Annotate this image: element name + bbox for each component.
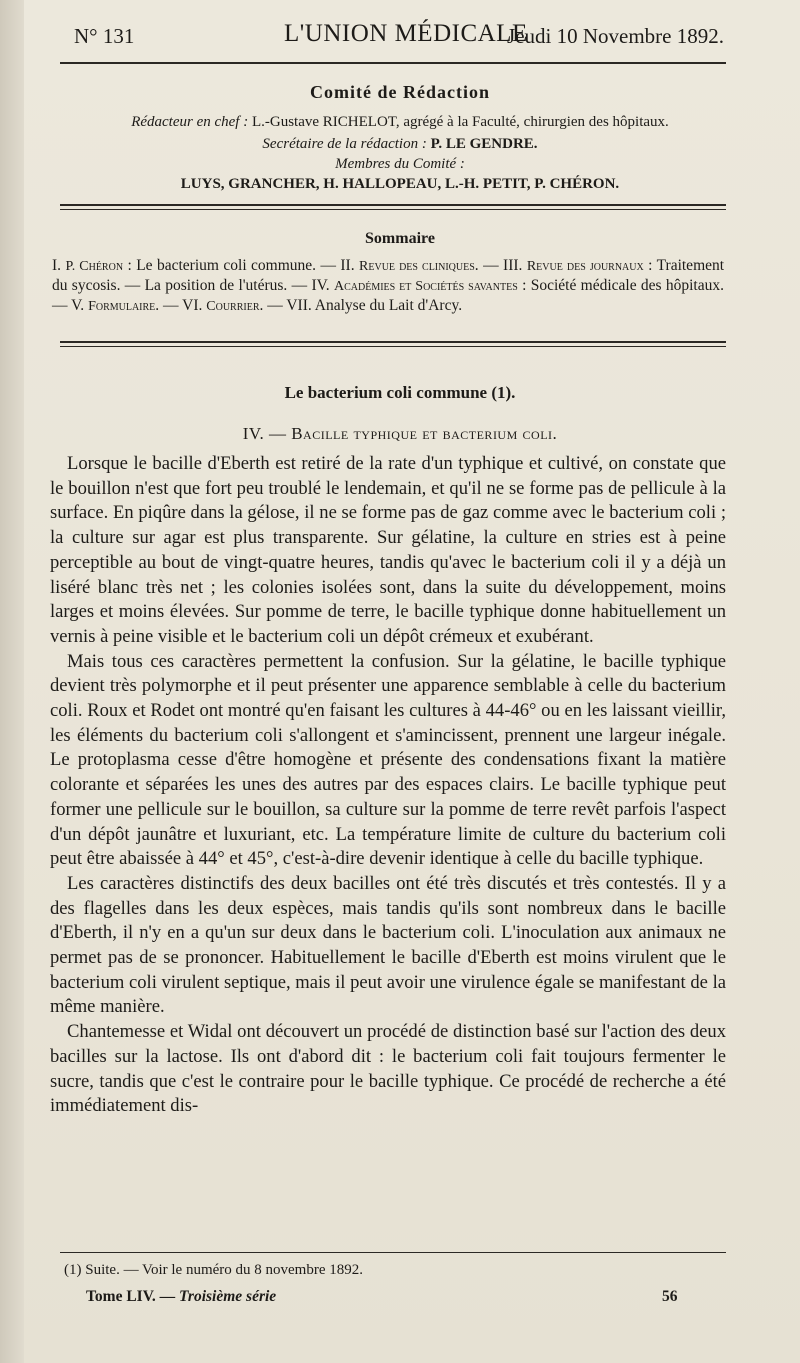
sommaire-item: VI. Courrier. — [182,297,287,314]
membres-label: Membres du Comité : [335,156,465,172]
issue-date: Jeudi 10 Novembre 1892. [507,24,724,48]
article-body [50,452,726,1119]
paragraph: Lorsque le bacille d'Eberth est retiré de la rate d'un typhique et cultivé, on constate que le bouillon n'est que fort peu troublé le lendemain, et qu'il ne se forme pas de pellicule à la surface. En piqûre dans la gélose, il ne se forme pas de gaz comme avec le bacterium coli ; la culture sur agar est plus transparente. Sur gélatine, la culture en stries est à peine perceptible au bout de vingt-quatre heures, tandis qu'avec le bacterium coli il y a déjà un liséré blanc très net ; les colonies isolées sont, dans la suite du développement, moins larges et moins élevées. Sur pomme de terre, le bacille typhique donne habituellement un vernis à peine visible et le bacterium coli un dépôt crémeux et exubérant. [50,453,726,647]
tome-label: Tome LIV. — [86,1288,176,1305]
sommaire-item: IV. Académies et Sociétés savantes : Société médicale des hôpitaux. — [52,277,724,314]
sommaire-item: I. P. Chéron : Le bacterium coli commune. — [52,257,341,274]
sommaire-item: V. Formulaire. — [71,297,183,314]
footnote-rule [60,1252,726,1253]
comite-title: Comité de Rédaction [310,82,490,102]
journal-title: L'UNION MÉDICALE [284,20,528,47]
redacteur-label: Rédacteur en chef : [131,114,249,130]
sommaire-rule-bottom [60,346,726,347]
header-rule [60,62,726,64]
paragraph: Les caractères distinctifs des deux bacilles ont été très discutés et très contestés. Il y a des flagelles dans les deux espèces, mais tandis qu'ils sont nombreux dans le bacille d'Eberth, il n'y en a qu'un sur deux dans le bacterium coli. L'inoculation aux animaux ne permet pas de se prononcer. Habituellement le bacille d'Eberth est moins virulent que le bacterium coli virulent septique, mais il peut avoir une virulence égale se manifestant de la même manière. [50,872,726,1018]
redacteur-value: L.-Gustave RICHELOT, agrégé à la Faculté, chirurgien des hôpitaux. [251,114,669,130]
redacteur-line [40,114,760,131]
secretaire-label: Secrétaire de la rédaction : [262,136,427,152]
page-gutter [0,0,24,1363]
section-title: Bacille typhique et bacterium coli. [291,424,558,443]
membres-value: LUYS, GRANCHER, H. HALLOPEAU, L.-H. PETIT, P. CHÉRON. [180,176,620,192]
page-header [74,18,724,54]
paragraph: Chantemesse et Widal ont découvert un procédé de distinction basé sur l'action des deux bacilles sur la lactose. Ils ont d'abord dit : le bacterium coli fait toujours fermenter le sucre, tandis que c'est le contraire pour le bacille typhique. Ce procédé de recherche a été immédiatement dis- [50,1021,726,1117]
sommaire-rule-top [60,341,726,343]
section-number: IV. — [242,424,287,443]
comite-rule-bottom [60,209,726,210]
sommaire-item: III. Revue des journaux : Traitement du sycosis. — La position de l'utérus. — [52,257,725,294]
page-number: 56 [662,1288,678,1305]
serie-label: Troisième série [179,1288,277,1305]
section-heading [40,424,760,444]
membres-label-line [40,156,760,173]
footnote: (1) Suite. — Voir le numéro du 8 novembre 1892. [64,1262,363,1278]
secretaire-line [40,136,760,153]
sommaire-title: Sommaire [365,230,435,247]
issue-number: N° 131 [74,24,135,48]
tome-line [86,1288,276,1306]
secretaire-value: P. LE GENDRE. [430,136,538,152]
sommaire-item: VII. Analyse du Lait d'Arcy. [286,297,463,314]
paragraph: Mais tous ces caractères permettent la confusion. Sur la gélatine, le bacille typhique devient très polymorphe et il peut présenter une apparence semblable à celle du bacterium coli. Roux et Rodet ont montré qu'en faisant les cultures à 44-46° ou en les laissant vieillir, les éléments du bacterium coli s'allongent et s'amincissent, prennent une largeur inégale. Le protoplasma cesse d'être homogène et présente des condensations fixant la matière colorante et séparées les unes des autres par des espaces clairs. Le bacille typhique peut former une pellicule sur le bouillon, sa culture sur la pomme de terre revêt parfois l'aspect d'un dépôt jaunâtre et luxuriant, etc. La température limite de culture du bacterium coli peut être abaissée à 44° et 45°, c'est-à-dire devenir identique à celle du bacille typhique. [50,650,726,870]
sommaire-item: II. Revue des cliniques. — [340,257,504,274]
comite-rule-top [60,204,726,206]
sommaire-list [52,256,724,316]
article-title: Le bacterium coli commune (1). [284,383,516,402]
